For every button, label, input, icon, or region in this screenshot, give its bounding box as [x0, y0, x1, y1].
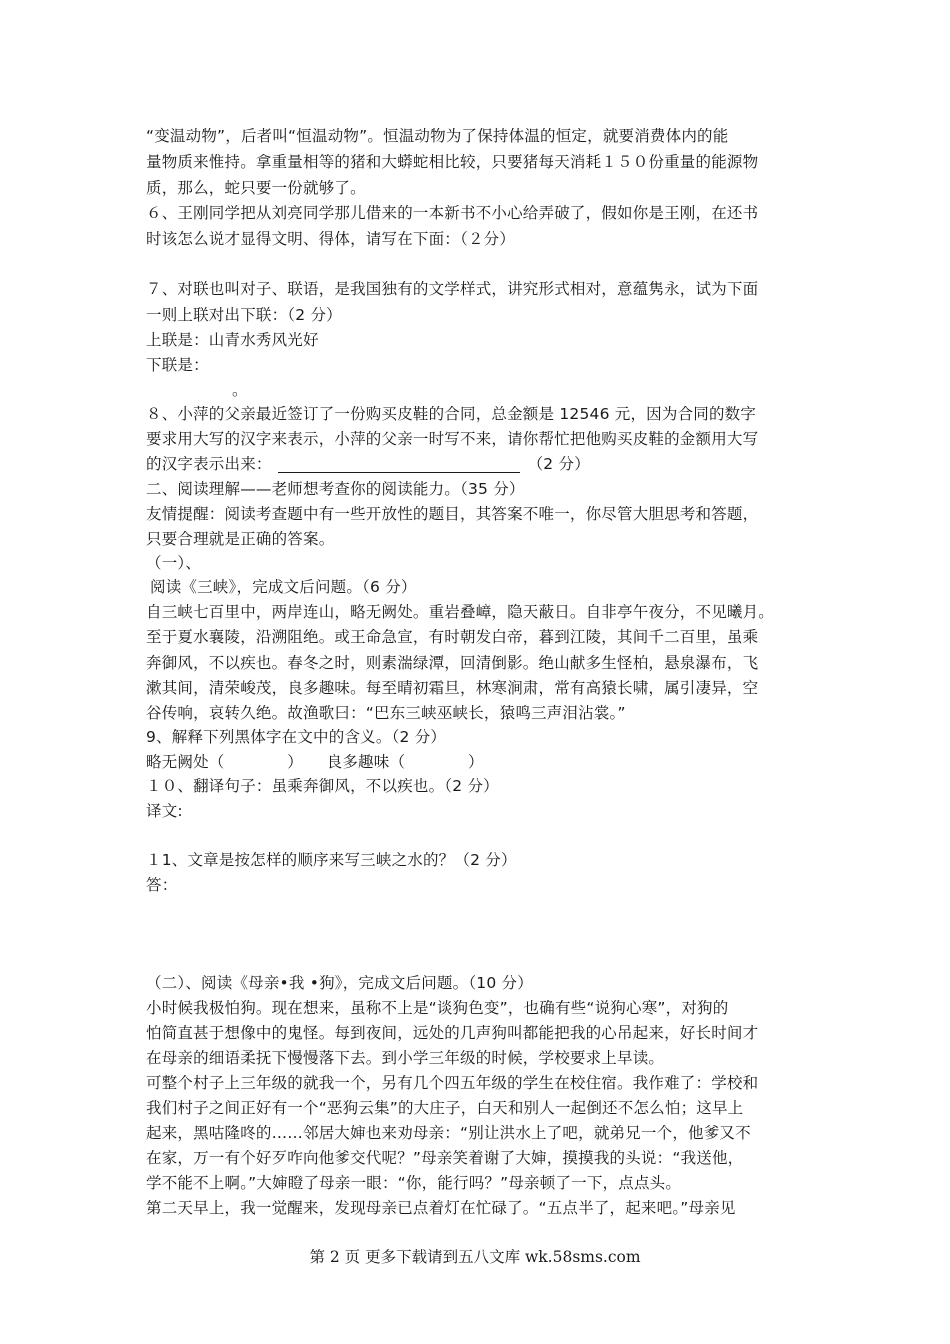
- passage-line: 谷传响，哀转久绝。故渔歌曰：“巴东三峡巫峡长，猿鸣三声泪沾裳。”: [146, 704, 626, 722]
- question-11: １1、文章是按怎样的顺序来写三峡之水的？（2 分）: [146, 851, 517, 869]
- answer-label: 答：: [146, 876, 178, 894]
- subsection-label: （一）、: [146, 554, 202, 572]
- question-8: ８、小萍的父亲最近签订了一份购买皮鞋的合同，总金额是 12546 元，因为合同的数字: [146, 405, 757, 423]
- score-label: （2 分）: [527, 455, 590, 473]
- passage-line: 漱其间，清荣峻茂，良多趣味。每至晴初霜旦，林寒涧肃，常有高猿长啸，属引凄异，空: [146, 679, 759, 697]
- text-line: 一则上联对出下联：（2 分）: [146, 306, 342, 324]
- text-fragment: 的汉字表示出来：: [146, 455, 272, 473]
- page-footer: 第 2 页 更多下载请到五八文库 wk.58sms.com: [309, 1248, 641, 1266]
- period-mark: 。: [232, 381, 248, 399]
- passage-line: 起来，黑咕隆咚的……邻居大婶也来劝母亲：“别让洪水上了吧，就弟兄一个，他爹又不: [146, 1124, 751, 1142]
- passage-line: 在母亲的细语柔抚下慢慢落下去。到小学三年级的时候，学校要求上早读。: [146, 1049, 665, 1067]
- text-line: 只要合理就是正确的答案。: [146, 530, 335, 548]
- question-9-items: 略无阙处（ ） 良多趣味（ ）: [146, 753, 484, 771]
- passage-line: 小时候我极怕狗。现在想来，虽称不上是“谈狗色变”，也确有些“说狗心寒”，对狗的: [146, 999, 729, 1017]
- answer-blank-line: [146, 452, 590, 476]
- text-line: 时该怎么说才显得文明、得体，请写在下面：（２分）: [146, 230, 516, 248]
- passage-line: 学不能不上啊。”大婶瞪了母亲一眼：“你，能行吗？”母亲顿了一下，点点头。: [146, 1174, 682, 1192]
- passage-line: 我们村子之间正好有一个“恶狗云集”的大庄子，白天和别人一起倒还不怎么怕；这早上: [146, 1099, 744, 1117]
- passage-line: 怕简直甚于想像中的鬼怪。每到夜间，远处的几声狗叫都能把我的心吊起来，好长时间才: [146, 1024, 759, 1042]
- question-7: ７、对联也叫对子、联语，是我国独有的文学样式，讲究形式相对，意蕴隽永，试为下面: [146, 280, 759, 298]
- text-line: 要求用大写的汉字来表示，小萍的父亲一时写不来，请你帮忙把他购买皮鞋的金额用大写: [146, 430, 759, 448]
- question-10: １０、翻译句子：虽乘奔御风，不以疾也。（2 分）: [146, 777, 499, 795]
- lower-couplet-label: 下联是：: [146, 356, 209, 374]
- text-line: 质，那么，蛇只要一份就够了。: [146, 179, 366, 197]
- text-line: “变温动物”，后者叫“恒温动物”。恒温动物为了保持体温的恒定，就要消费体内的能: [146, 127, 729, 145]
- text-line: 量物质来惟持。拿重量相等的猪和大蟒蛇相比较，只要猪每天消耗１５０份重量的能源物: [146, 153, 759, 171]
- reading-instruction: 阅读《三峡》，完成文后问题。（6 分）: [150, 578, 417, 596]
- text-line: 友情提醒：阅读考查题中有一些开放性的题目，其答案不唯一，你尽管大胆思考和答题，: [146, 505, 759, 523]
- passage-line: 至于夏水襄陵，沿溯阻绝。或王命急宣，有时朝发白帝，暮到江陵，其间千二百里，虽乘: [146, 628, 759, 646]
- passage-line: 第二天早上，我一觉醒来，发现母亲已点着灯在忙碌了。“五点半了，起来吧。”母亲见: [146, 1199, 736, 1217]
- answer-blank[interactable]: [278, 457, 520, 473]
- passage-line: 自三峡七百里中，两岸连山，略无阙处。重岩叠嶂，隐天蔽日。自非亭午夜分，不见曦月。: [146, 603, 775, 621]
- section-heading: 二、阅读理解——老师想考查你的阅读能力。（35 分）: [146, 480, 525, 498]
- upper-couplet: 上联是：山青水秀风光好: [146, 331, 319, 349]
- question-9: 9、解释下列黑体字在文中的含义。（2 分）: [146, 728, 447, 746]
- passage-line: 在家，万一有个好歹咋向他爹交代呢？”母亲笑着谢了大婶，摸摸我的头说：“我送他，: [146, 1149, 744, 1167]
- passage-line: 可整个村子上三年级的就我一个，另有几个四五年级的学生在校住宿。我作难了：学校和: [146, 1074, 759, 1092]
- question-6: ６、王刚同学把从刘亮同学那儿借来的一本新书不小心给弄破了，假如你是王刚，在还书: [146, 204, 759, 222]
- translation-label: 译文:: [146, 802, 183, 820]
- passage-line: 奔御风，不以疾也。春冬之时，则素湍绿潭，回清倒影。绝山献多生怪柏，悬泉瀑布，飞: [146, 654, 759, 672]
- subsection-heading: （二）、阅读《母亲•我 •狗》，完成文后问题。（10 分）: [146, 974, 533, 992]
